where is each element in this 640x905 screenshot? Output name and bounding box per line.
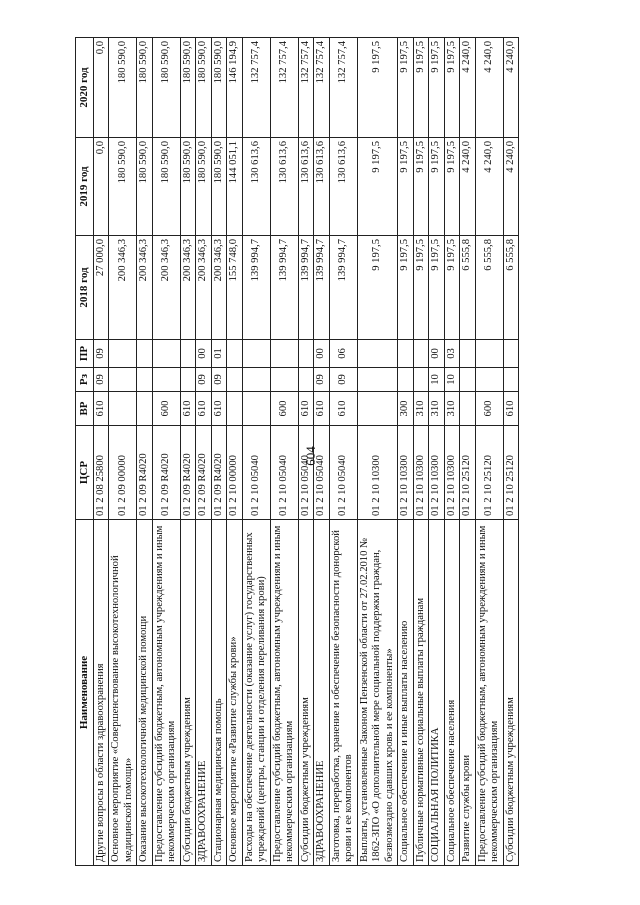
cell-2018: 200 346,3 (152, 236, 180, 340)
cell-pr: 00 (314, 340, 330, 368)
cell-name: Основное мероприятие «Совершенствование высокотехнологичной медицинской помощи» (109, 520, 137, 866)
cell-vr: 600 (270, 392, 298, 426)
cell-csr: 01 2 09 00000 (109, 426, 137, 520)
cell-rz (242, 368, 270, 392)
cell-pr (357, 340, 398, 368)
cell-pr (460, 340, 476, 368)
table-row (196, 38, 212, 866)
header-vr: ВР (76, 392, 94, 426)
cell-2018: 6 555,8 (460, 236, 476, 340)
cell-2020: 132 757,4 (329, 38, 357, 138)
cell-csr: 01 2 10 05040 (314, 426, 330, 520)
table-row (357, 38, 398, 866)
cell-2019: 180 590,0 (152, 138, 180, 236)
page-number: 604 (303, 446, 318, 466)
cell-csr: 01 2 10 25120 (460, 426, 476, 520)
cell-2019: 130 613,6 (329, 138, 357, 236)
cell-rz (357, 368, 398, 392)
cell-name: Публичные нормативные социальные выплаты гражданам (413, 520, 429, 866)
table-row (398, 38, 414, 866)
cell-2020: 180 590,0 (211, 38, 227, 138)
cell-2018: 200 346,3 (196, 236, 212, 340)
cell-2018: 27 000,0 (93, 236, 109, 340)
cell-2018: 9 197,5 (357, 236, 398, 340)
cell-2019: 130 613,6 (242, 138, 270, 236)
cell-name: ЗДРАВООХРАНЕНИЕ (314, 520, 330, 866)
cell-2018: 200 346,3 (109, 236, 137, 340)
header-2020: 2020 год (76, 38, 94, 138)
cell-2020: 180 590,0 (152, 38, 180, 138)
cell-2020: 9 197,5 (398, 38, 414, 138)
budget-table (75, 37, 519, 866)
cell-2020: 180 590,0 (180, 38, 196, 138)
header-2018: 2018 год (76, 236, 94, 340)
cell-name: Субсидии бюджетным учреждениям (180, 520, 196, 866)
cell-vr: 610 (180, 392, 196, 426)
cell-pr (152, 340, 180, 368)
cell-csr: 01 2 10 10300 (444, 426, 460, 520)
header-name: Наименование (76, 520, 94, 866)
cell-rz: 09 (93, 368, 109, 392)
table-row (227, 38, 243, 866)
cell-rz (398, 368, 414, 392)
cell-2020: 180 590,0 (196, 38, 212, 138)
cell-rz (180, 368, 196, 392)
header-csr: ЦСР (76, 426, 94, 520)
cell-pr (180, 340, 196, 368)
cell-vr: 610 (503, 392, 519, 426)
cell-rz (503, 368, 519, 392)
cell-2019: 4 240,0 (460, 138, 476, 236)
cell-name: Расходы на обеспечение деятельности (оказание услуг) государственных учреждений (центры, станции и отделения переливания крови) (242, 520, 270, 866)
cell-csr: 01 2 10 05040 (270, 426, 298, 520)
cell-pr (270, 340, 298, 368)
cell-2019: 180 590,0 (109, 138, 137, 236)
cell-vr: 610 (298, 392, 314, 426)
cell-2020: 9 197,5 (429, 38, 445, 138)
cell-name: СОЦИАЛЬНАЯ ПОЛИТИКА (429, 520, 445, 866)
cell-rz (109, 368, 137, 392)
cell-2018: 9 197,5 (398, 236, 414, 340)
cell-rz: 09 (196, 368, 212, 392)
header-rz: Рз (76, 368, 94, 392)
cell-2018: 139 994,7 (329, 236, 357, 340)
cell-2018: 155 748,0 (227, 236, 243, 340)
cell-2019: 144 051,1 (227, 138, 243, 236)
table-row (444, 38, 460, 866)
cell-2019: 130 613,6 (270, 138, 298, 236)
cell-2019: 130 613,6 (314, 138, 330, 236)
cell-rz (152, 368, 180, 392)
cell-pr: 06 (329, 340, 357, 368)
cell-2019: 4 240,0 (503, 138, 519, 236)
table-header-row (76, 38, 94, 866)
cell-2020: 9 197,5 (444, 38, 460, 138)
table-row (270, 38, 298, 866)
cell-vr (357, 392, 398, 426)
cell-vr: 310 (429, 392, 445, 426)
cell-2020: 4 240,0 (503, 38, 519, 138)
cell-2018: 6 555,8 (503, 236, 519, 340)
cell-2018: 9 197,5 (413, 236, 429, 340)
cell-vr: 610 (211, 392, 227, 426)
table-row (93, 38, 109, 866)
table-row (242, 38, 270, 866)
table-row (152, 38, 180, 866)
cell-name: Оказание высокотехнологичной медицинской помощи (137, 520, 153, 866)
cell-2018: 139 994,7 (242, 236, 270, 340)
cell-2019: 9 197,5 (413, 138, 429, 236)
table-row (503, 38, 519, 866)
cell-2020: 4 240,0 (475, 38, 503, 138)
cell-pr (137, 340, 153, 368)
cell-2020: 0,0 (93, 38, 109, 138)
cell-pr (298, 340, 314, 368)
cell-pr (109, 340, 137, 368)
cell-2019: 130 613,6 (298, 138, 314, 236)
cell-csr: 01 2 09 R4020 (137, 426, 153, 520)
cell-csr: 01 2 10 25120 (503, 426, 519, 520)
cell-2019: 9 197,5 (357, 138, 398, 236)
cell-2018: 139 994,7 (298, 236, 314, 340)
cell-name: ЗДРАВООХРАНЕНИЕ (196, 520, 212, 866)
cell-2020: 4 240,0 (460, 38, 476, 138)
cell-csr: 01 2 10 05040 (298, 426, 314, 520)
cell-vr: 600 (152, 392, 180, 426)
cell-pr (475, 340, 503, 368)
cell-2020: 146 194,9 (227, 38, 243, 138)
header-pr: ПР (76, 340, 94, 368)
cell-2018: 200 346,3 (180, 236, 196, 340)
cell-2018: 6 555,8 (475, 236, 503, 340)
cell-2020: 9 197,5 (357, 38, 398, 138)
cell-rz: 09 (314, 368, 330, 392)
cell-2020: 132 757,4 (270, 38, 298, 138)
cell-rz (475, 368, 503, 392)
cell-name: Основное мероприятие «Развитие службы крови» (227, 520, 243, 866)
cell-2019: 180 590,0 (196, 138, 212, 236)
cell-vr (109, 392, 137, 426)
cell-2018: 9 197,5 (444, 236, 460, 340)
cell-vr: 310 (444, 392, 460, 426)
cell-rz (413, 368, 429, 392)
cell-csr: 01 2 10 05040 (329, 426, 357, 520)
cell-2019: 180 590,0 (211, 138, 227, 236)
cell-pr (413, 340, 429, 368)
cell-vr: 310 (413, 392, 429, 426)
cell-csr: 01 2 10 05040 (242, 426, 270, 520)
cell-vr (227, 392, 243, 426)
table-row (413, 38, 429, 866)
cell-pr (398, 340, 414, 368)
cell-2018: 139 994,7 (314, 236, 330, 340)
table-row (211, 38, 227, 866)
cell-rz: 10 (429, 368, 445, 392)
cell-2020: 132 757,4 (314, 38, 330, 138)
cell-2020: 180 590,0 (137, 38, 153, 138)
cell-2018: 9 197,5 (429, 236, 445, 340)
cell-2019: 0,0 (93, 138, 109, 236)
cell-name: Развитие службы крови (460, 520, 476, 866)
cell-pr (242, 340, 270, 368)
cell-vr: 600 (475, 392, 503, 426)
table-row (475, 38, 503, 866)
cell-csr: 01 2 10 10300 (357, 426, 398, 520)
cell-rz (460, 368, 476, 392)
cell-vr (460, 392, 476, 426)
cell-rz (270, 368, 298, 392)
cell-2019: 9 197,5 (429, 138, 445, 236)
cell-name: Субсидии бюджетным учреждениям (503, 520, 519, 866)
cell-vr (137, 392, 153, 426)
cell-vr: 300 (398, 392, 414, 426)
cell-csr: 01 2 09 R4020 (180, 426, 196, 520)
cell-csr: 01 2 09 R4020 (196, 426, 212, 520)
cell-2020: 180 590,0 (109, 38, 137, 138)
cell-vr (242, 392, 270, 426)
cell-rz (227, 368, 243, 392)
cell-pr: 00 (429, 340, 445, 368)
cell-csr: 01 2 10 00000 (227, 426, 243, 520)
cell-pr: 01 (211, 340, 227, 368)
cell-2018: 200 346,3 (137, 236, 153, 340)
cell-pr (503, 340, 519, 368)
cell-name: Выплаты, установленные Законом Пензенской области от 27.02.2010 № 1862-ЗПО «О дополнительной мере социальной поддержки граждан, безвозмездно сдавших кровь и ее компоненты» (357, 520, 398, 866)
cell-2020: 132 757,4 (242, 38, 270, 138)
cell-pr: 09 (93, 340, 109, 368)
cell-2018: 139 994,7 (270, 236, 298, 340)
cell-2019: 180 590,0 (137, 138, 153, 236)
table-row (314, 38, 330, 866)
cell-vr: 610 (93, 392, 109, 426)
cell-rz: 09 (211, 368, 227, 392)
cell-csr: 01 2 09 R4020 (211, 426, 227, 520)
table-row (137, 38, 153, 866)
cell-vr: 610 (314, 392, 330, 426)
cell-2020: 9 197,5 (413, 38, 429, 138)
table-row (180, 38, 196, 866)
cell-name: Предоставление субсидий бюджетным, автономным учреждениям и иным некоммерческим организациям (152, 520, 180, 866)
table-row (429, 38, 445, 866)
cell-name: Социальное обеспечение населения (444, 520, 460, 866)
cell-csr: 01 2 10 10300 (398, 426, 414, 520)
cell-csr: 01 2 10 10300 (413, 426, 429, 520)
cell-2019: 4 240,0 (475, 138, 503, 236)
cell-pr (227, 340, 243, 368)
cell-name: Социальное обеспечение и иные выплаты населению (398, 520, 414, 866)
cell-name: Предоставление субсидий бюджетным, автономным учреждениям и иным некоммерческим организациям (475, 520, 503, 866)
rotated-table-container (75, 38, 551, 866)
cell-2019: 180 590,0 (180, 138, 196, 236)
cell-csr: 01 2 09 R4020 (152, 426, 180, 520)
cell-2020: 132 757,4 (298, 38, 314, 138)
cell-name: Стационарная медицинская помощь (211, 520, 227, 866)
cell-csr: 01 2 08 25800 (93, 426, 109, 520)
cell-name: Заготовка, переработка, хранение и обеспечение безопасности донорской крови и ее компонентов (329, 520, 357, 866)
cell-vr: 610 (329, 392, 357, 426)
cell-csr: 01 2 10 25120 (475, 426, 503, 520)
table-row (329, 38, 357, 866)
cell-vr: 610 (196, 392, 212, 426)
table-row (460, 38, 476, 866)
cell-rz (298, 368, 314, 392)
header-2019: 2019 год (76, 138, 94, 236)
cell-rz (137, 368, 153, 392)
cell-pr: 03 (444, 340, 460, 368)
cell-name: Субсидии бюджетным учреждениям (298, 520, 314, 866)
table-row (109, 38, 137, 866)
table-row (298, 38, 314, 866)
cell-csr: 01 2 10 10300 (429, 426, 445, 520)
cell-pr: 00 (196, 340, 212, 368)
cell-rz: 10 (444, 368, 460, 392)
cell-2019: 9 197,5 (398, 138, 414, 236)
cell-name: Предоставление субсидий бюджетным, автономным учреждениям и иным некоммерческим организациям (270, 520, 298, 866)
cell-2018: 200 346,3 (211, 236, 227, 340)
cell-2019: 9 197,5 (444, 138, 460, 236)
cell-name: Другие вопросы в области здравоохранения (93, 520, 109, 866)
cell-rz: 09 (329, 368, 357, 392)
